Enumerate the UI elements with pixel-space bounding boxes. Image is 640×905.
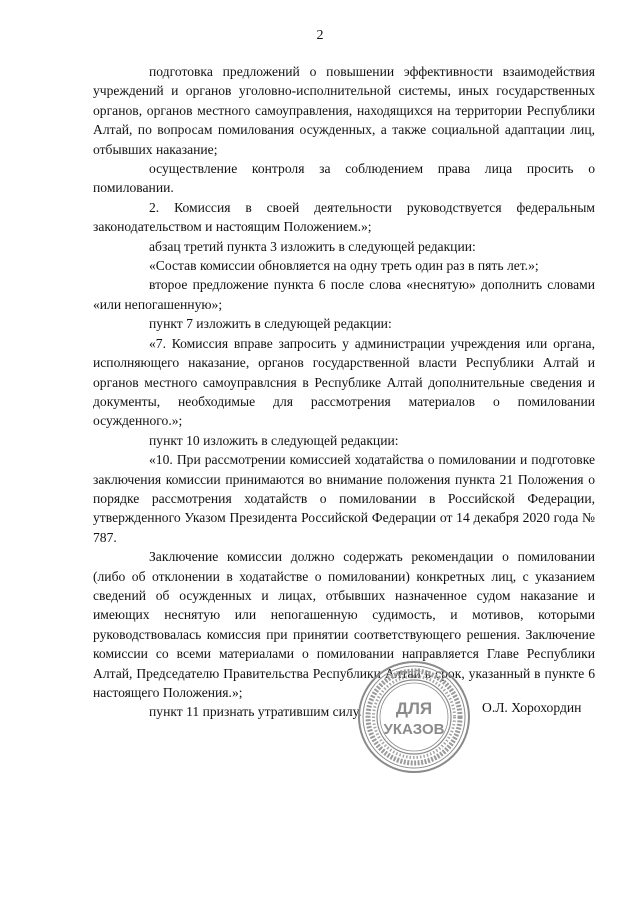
paragraph: абзац третий пункта 3 изложить в следующей редакции: (149, 238, 476, 254)
seal-stamp-icon (357, 660, 471, 774)
paragraph: пункт 10 изложить в следующей редакции: (149, 432, 399, 448)
paragraph: пункт 7 изложить в следующей редакции: (149, 316, 392, 332)
paragraph: осуществление контроля за соблюдением права лица просить о помиловании. (93, 161, 595, 196)
paragraph: «7. Комиссия вправе запросить у администрации учреждения или органа, исполняющего наказание, органов государственной власти Республики Алтай и органов местного самоуправлсния в Республике Алтай дополнительные сведения и документы, необходимые для рассмотрения материалов о помиловании осужденного.»; (93, 335, 595, 429)
page-number: 2 (316, 28, 324, 43)
document-body (93, 62, 595, 722)
stamp-text-line2: УКАЗОВ (383, 721, 445, 738)
paragraph: «10. При рассмотрении комиссией ходатайства о помиловании и подготовке заключения комиссии принимаются во внимание положения пункта 21 Положения о порядке рассмотрения ходатайств о помиловании в Российской Федерации, утвержденного Указом Президента Российской Федерации от 14 декабря 2020 года № 787. (93, 452, 595, 545)
paragraph: второе предложение пункта 6 после слова «неснятую» дополнить словами «или непогашенную»; (93, 277, 595, 312)
paragraph: подготовка предложений о повышении эффективности взаимодействия учреждений и органов уголовно-исполнительной системы, иных государственных органов, органов местного самоуправления, находящихся на территории Республики Алтай, по вопросам помилования осужденных, а также социальной адаптации лиц, отбывших наказание; (93, 64, 595, 157)
paragraph: Заключение комиссии должно содержать рекомендации о помиловании (либо об отклонении в ходатайстве о помиловании) конкретных лиц, с указанием сведений об осужденных и лицах, отбывших назначенное судом наказание и имеющих неснятую или непогашенную судимость, и мотивов, которыми руководствовалась комиссия при принятии соответствующего решения. Заключение комиссии со всеми материалами о помиловании направляется Главе Республики Алтай, Председателю Правительства Республики Алтай в срок, указанный в пункте 6 настоящего Положения.»; (93, 549, 595, 700)
paragraph: пункт 11 признать утратившим силу. (149, 704, 362, 720)
paragraph: 2. Комиссия в своей деятельности руководствуется федеральным законодательством и настоящим Положением.»; (93, 199, 595, 235)
stamp-text-line1: ДЛЯ (395, 699, 433, 718)
signature-name: О.Л. Хорохордин (482, 700, 582, 715)
paragraph: «Состав комиссии обновляется на одну треть один раз в пять лет.»; (149, 258, 539, 274)
